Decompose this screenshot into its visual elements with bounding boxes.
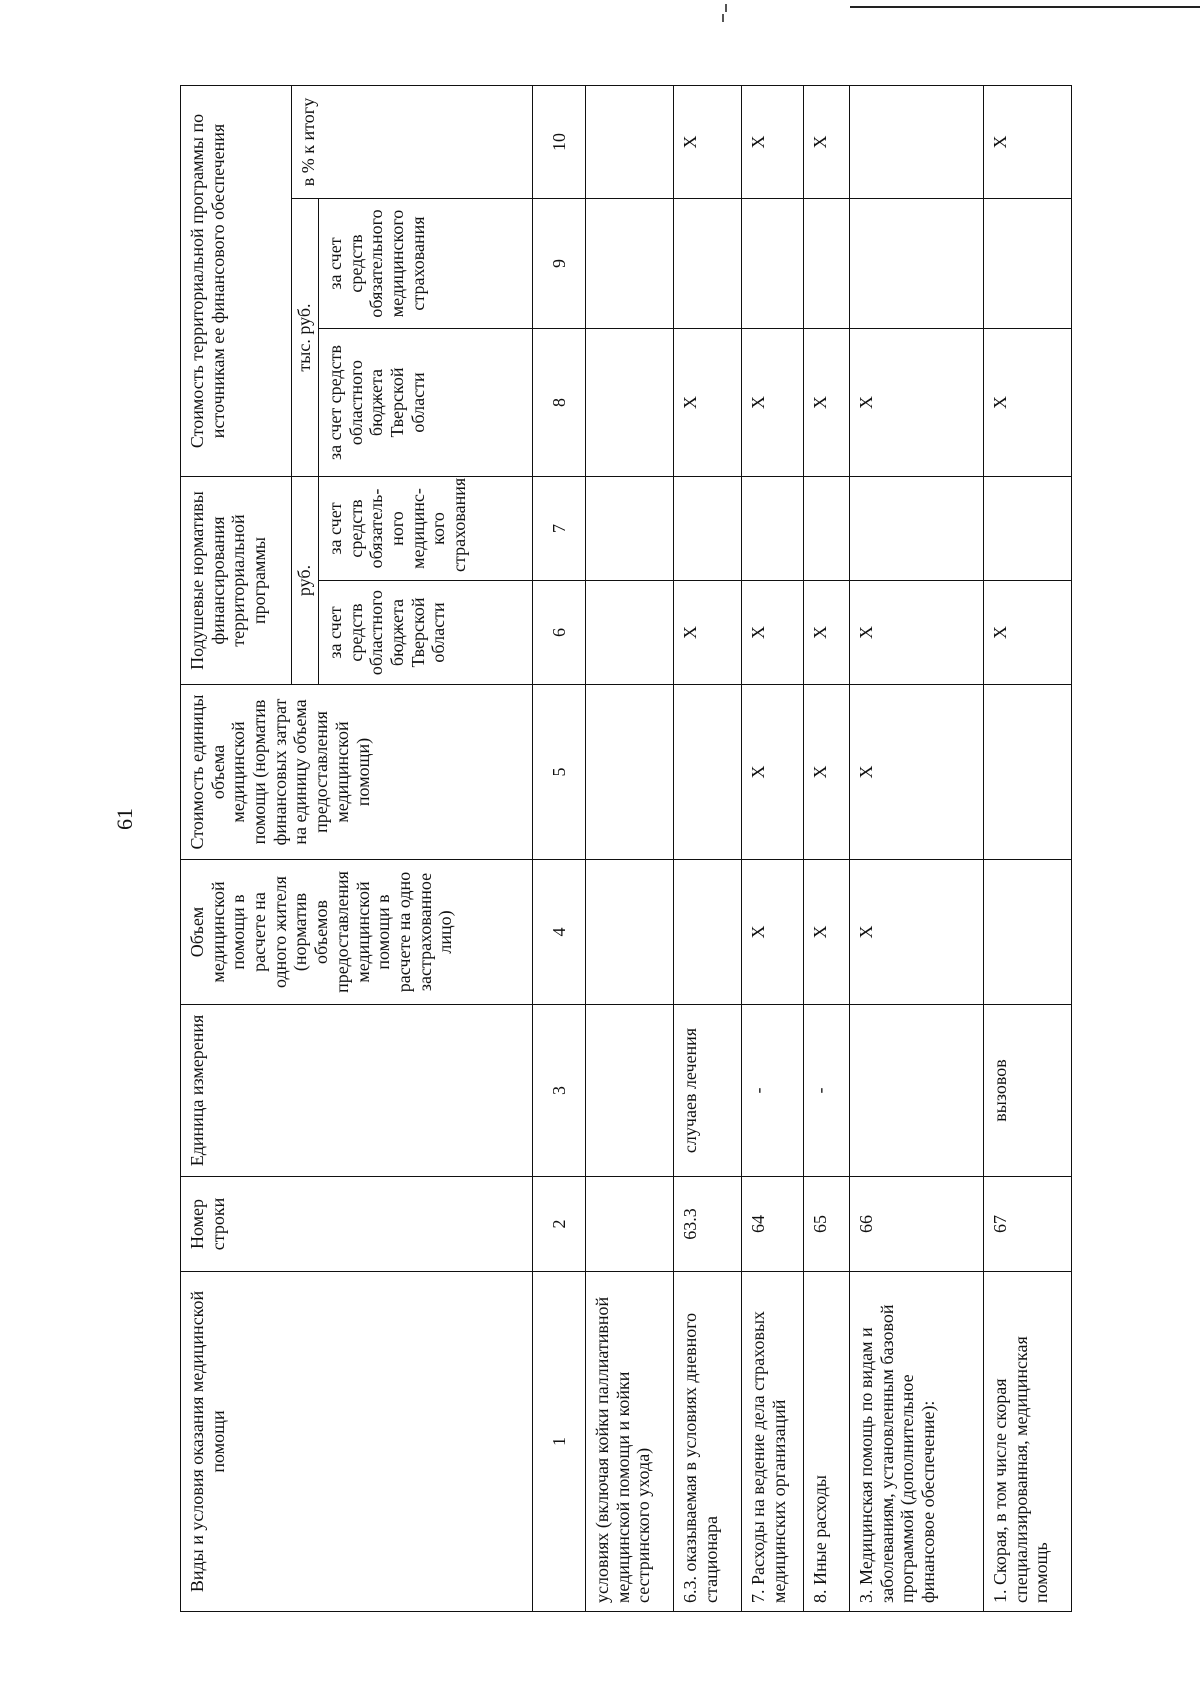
row-line-number: 67: [984, 1177, 1072, 1272]
row-percent: [586, 85, 674, 198]
column-number: 5: [533, 685, 586, 860]
row-unit-cost: Х: [742, 685, 804, 860]
row-norm-budget: Х: [742, 581, 804, 685]
header-unit: Единица измерения: [181, 1005, 533, 1177]
row-norm-oms: [984, 477, 1072, 581]
row-unit-cost: [674, 685, 742, 860]
row-unit: [850, 1005, 984, 1177]
header-percent: в % к итогу: [292, 85, 533, 198]
row-norm-budget: [586, 581, 674, 685]
row-name: 6.3. оказываемая в условиях дневного стационара: [674, 1272, 742, 1612]
column-number: 8: [533, 329, 586, 477]
header-cost-oms: за счет средств обязательного медицинского страхования: [319, 199, 533, 329]
header-unit-cost: Стоимость единицы объема медицинской помощи (норматив финансовых затрат на единицу объема предоставления медицинской помощи): [181, 685, 533, 860]
row-cost-budget: Х: [742, 329, 804, 477]
row-volume: Х: [850, 860, 984, 1005]
row-unit: -: [742, 1005, 804, 1177]
table-row: [674, 85, 742, 1611]
row-unit-cost: [984, 685, 1072, 860]
scan-mark: [722, 14, 724, 22]
row-cost-budget: Х: [804, 329, 850, 477]
header-line-number: Номер строки: [181, 1177, 533, 1272]
row-norm-oms: [804, 477, 850, 581]
row-unit: случаев лечения: [674, 1005, 742, 1177]
row-norm-budget: Х: [850, 581, 984, 685]
row-volume: [984, 860, 1072, 1005]
row-unit-cost: [586, 685, 674, 860]
row-volume: Х: [742, 860, 804, 1005]
row-unit: вызовов: [984, 1005, 1072, 1177]
row-cost-oms: [804, 199, 850, 329]
rotated-table-wrapper: [180, 86, 1072, 1612]
table-row: [586, 85, 674, 1611]
row-volume: [586, 860, 674, 1005]
column-number: 9: [533, 199, 586, 329]
row-line-number: 66: [850, 1177, 984, 1272]
column-number: 1: [533, 1272, 586, 1612]
row-norm-oms: [850, 477, 984, 581]
row-cost-budget: Х: [850, 329, 984, 477]
table-row: [742, 85, 804, 1611]
row-volume: [674, 860, 742, 1005]
header-kinds: Виды и условия оказания медицинской помощи: [181, 1272, 533, 1612]
column-number-row: [533, 85, 586, 1611]
row-cost-oms: [742, 199, 804, 329]
row-norm-budget: Х: [674, 581, 742, 685]
row-cost-oms: [586, 199, 674, 329]
column-number: 7: [533, 477, 586, 581]
row-cost-oms: [984, 199, 1072, 329]
header-rub: руб.: [292, 477, 319, 685]
row-name: 7. Расходы на ведение дела страховых медицинских организаций: [742, 1272, 804, 1612]
column-number: 6: [533, 581, 586, 685]
row-norm-oms: [742, 477, 804, 581]
row-norm-oms: [586, 477, 674, 581]
row-cost-budget: [586, 329, 674, 477]
header-row-1: [181, 85, 292, 1611]
header-thousand-rub: тыс. руб.: [292, 199, 319, 477]
row-line-number: 65: [804, 1177, 850, 1272]
row-name: 1. Скорая, в том числе скорая специализированная, медицинская помощь: [984, 1272, 1072, 1612]
header-norm-oms: за счет средств обязатель-ного медицинс-кого страхования: [319, 477, 533, 581]
row-name: 3. Медицинская помощь по видам и заболеваниям, установленным базовой программой (дополнительное финансовое обеспечение):: [850, 1272, 984, 1612]
row-percent: [850, 85, 984, 198]
header-cost-budget: за счет средств областного бюджета Тверской области: [319, 329, 533, 477]
header-per-capita-norms: Подушевые нормативы финансирования территориальной программы: [181, 477, 292, 685]
row-name: условиях (включая койки паллиативной медицинской помощи и койки сестринского ухода): [586, 1272, 674, 1612]
row-cost-budget: Х: [984, 329, 1072, 477]
column-number: 10: [533, 85, 586, 198]
row-line-number: 63.3: [674, 1177, 742, 1272]
row-norm-budget: Х: [804, 581, 850, 685]
row-norm-oms: [674, 477, 742, 581]
column-number: 3: [533, 1005, 586, 1177]
row-norm-budget: Х: [984, 581, 1072, 685]
page-number: 61: [112, 808, 137, 830]
header-volume: Объем медицинской помощи в расчете на одного жителя (норматив объемов предоставления медицинской помощи в расчете на одно застрахованное лицо): [181, 860, 533, 1005]
table-row: [850, 85, 984, 1611]
row-cost-oms: [850, 199, 984, 329]
row-percent: Х: [742, 85, 804, 198]
medical-care-table: [180, 85, 1072, 1612]
scan-edge-line: [850, 6, 1200, 8]
header-norm-budget: за счет средств областного бюджета Тверской области: [319, 581, 533, 685]
table-row: [804, 85, 850, 1611]
row-cost-budget: Х: [674, 329, 742, 477]
row-percent: Х: [984, 85, 1072, 198]
column-number: 2: [533, 1177, 586, 1272]
row-unit: -: [804, 1005, 850, 1177]
row-line-number: [586, 1177, 674, 1272]
row-percent: Х: [804, 85, 850, 198]
row-volume: Х: [804, 860, 850, 1005]
row-percent: Х: [674, 85, 742, 198]
row-cost-oms: [674, 199, 742, 329]
row-unit-cost: Х: [850, 685, 984, 860]
column-number: 4: [533, 860, 586, 1005]
row-line-number: 64: [742, 1177, 804, 1272]
scan-mark: [725, 4, 727, 12]
row-name: 8. Иные расходы: [804, 1272, 850, 1612]
row-unit: [586, 1005, 674, 1177]
row-unit-cost: Х: [804, 685, 850, 860]
header-program-cost: Стоимость территориальной программы по источникам ее финансового обеспечения: [181, 85, 292, 476]
table-row: [984, 85, 1072, 1611]
